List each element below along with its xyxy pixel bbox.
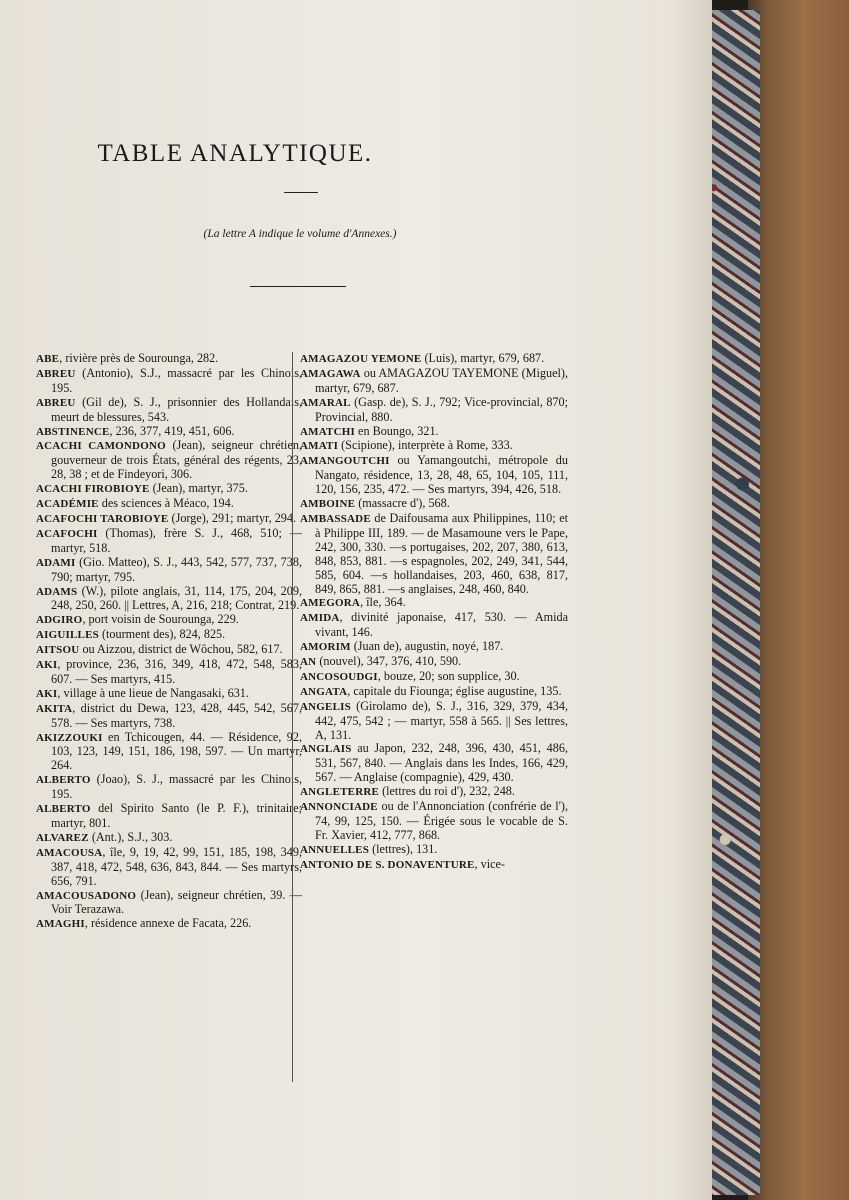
index-entry: [36, 439, 302, 482]
entry-heading: AMBASSADE: [300, 512, 371, 525]
entry-heading: ANGLETERRE: [300, 786, 380, 799]
index-entry: [300, 611, 568, 640]
entry-text: (tourment des), 824, 825.: [98, 627, 226, 642]
entry-text: (Girolamo de), S. J., 316, 329, 379, 434, 442, 475, 542 ; — martyr, 558 à 565. || Ses lettres, A, 131.: [315, 698, 568, 742]
index-entry: [300, 596, 568, 611]
entry-heading: AMATCHI: [300, 425, 355, 438]
entry-heading: ABSTINENCE: [36, 425, 110, 438]
entry-text: en Tchicougen, 44. — Résidence, 92, 103, 123, 149, 151, 186, 198, 597. — Un martyr, 264.: [51, 729, 302, 773]
entry-text: en Boungo, 321.: [354, 423, 439, 438]
entry-heading: AKITA: [36, 702, 73, 715]
entry-text: , île, 9, 19, 42, 99, 151, 185, 198, 349, 387, 418, 472, 548, 636, 843, 844. — Ses martyrs, 656, 791.: [51, 844, 302, 888]
entry-text: , village à une lieue de Nangasaki, 631.: [57, 685, 249, 700]
entry-text: , capitale du Fiounga; église augustine, 135.: [347, 683, 562, 698]
entry-heading: ALBERTO: [36, 803, 91, 816]
entry-text: (Antonio), S.J., massacré par les Chinois, 195.: [51, 365, 302, 395]
entry-text: (W.), pilote anglais, 31, 114, 175, 204, 209, 248, 250, 260. || Lettres, A, 216, 218; Contrat, 219.: [51, 583, 302, 613]
index-entry: [36, 396, 302, 425]
index-entry: [36, 367, 302, 396]
index-entry: [300, 512, 568, 596]
entry-heading: ALBERTO: [36, 774, 91, 787]
entry-text: (Jean), seigneur chrétien, 39. — Voir Terazawa.: [51, 887, 302, 917]
entry-heading: ADAMS: [36, 585, 78, 598]
entry-text: (Thomas), frère S. J., 468, 510; — martyr, 518.: [51, 525, 302, 555]
entry-text: (Jean), seigneur chrétien, gouverneur de trois États, général des régents, 23, 28, 38 ; et de Findeyori, 306.: [51, 438, 302, 482]
entry-text: ou de l'Annonciation (confrérie de l'), 74, 99, 125, 150. — Érigée sous le vocable de S. Fr. Xavier, 412, 777, 868.: [315, 799, 568, 842]
entry-heading: AMORIM: [300, 641, 351, 654]
index-column-right: [300, 352, 568, 873]
column-divider: [292, 352, 293, 1082]
index-entry: [36, 731, 302, 774]
entry-text: , district du Dewa, 123, 428, 445, 542, 567, 578. — Ses martyrs, 738.: [51, 700, 302, 730]
entry-heading: ACAFOCHI: [36, 527, 98, 540]
entry-text: , île, 364.: [360, 595, 406, 610]
entry-heading: ANNONCIADE: [300, 801, 378, 814]
entry-heading: AMBOINE: [300, 498, 356, 511]
index-entry: [36, 527, 302, 556]
entry-text: ou AMAGAZOU TAYEMONE (Miguel), martyr, 679, 687.: [315, 365, 568, 395]
index-entry: [300, 454, 568, 497]
entry-heading: AMANGOUTCHI: [300, 455, 390, 468]
index-entry: [36, 497, 302, 512]
index-entry: [300, 497, 568, 512]
entry-text: , rivière près de Sourounga, 282.: [59, 351, 219, 365]
entry-heading: ADGIRO: [36, 614, 83, 627]
entry-text: (massacre d'), 568.: [355, 496, 450, 511]
page-subtitle: (La lettre A indique le volume d'Annexes.): [203, 228, 397, 240]
entry-text: (Gio. Matteo), S. J., 443, 542, 577, 737, 738, 790; martyr, 795.: [51, 554, 302, 584]
index-entry: [36, 658, 302, 687]
index-entry: [36, 352, 302, 367]
index-entry: [36, 687, 302, 702]
entry-text: del Spirito Santo (le P. F.), trinitaire; martyr, 801.: [51, 801, 302, 830]
entry-heading: ANGLAIS: [300, 743, 352, 756]
index-entry: [300, 367, 568, 396]
entry-text: (Scipione), interprète à Rome, 333.: [338, 438, 513, 453]
index-entry: [36, 482, 302, 497]
entry-heading: AKI: [36, 659, 58, 672]
entry-heading: AMACOUSADONO: [36, 889, 137, 902]
entry-heading: AMAGAWA: [300, 367, 361, 380]
title-rule: [284, 192, 318, 193]
index-entry: [36, 889, 302, 918]
entry-text: des sciences à Méaco, 194.: [98, 496, 234, 511]
entry-heading: AMEGORA: [300, 597, 361, 610]
entry-text: (lettres), 131.: [369, 841, 438, 856]
entry-heading: AITSOU: [36, 644, 80, 657]
index-entry: [36, 585, 302, 614]
index-entry: [300, 742, 568, 785]
index-column-left: [36, 352, 302, 932]
index-entry: [36, 802, 302, 831]
index-entry: [300, 685, 568, 700]
index-entry: [36, 702, 302, 731]
entry-heading: ANCOSOUDGI: [300, 670, 378, 683]
index-entry: [300, 858, 568, 873]
index-entry: [300, 785, 568, 800]
entry-text: , résidence annexe de Facata, 226.: [84, 916, 252, 931]
entry-heading: ADAMI: [36, 556, 76, 569]
index-entry: [300, 396, 568, 425]
entry-text: (nouvel), 347, 376, 410, 590.: [316, 654, 462, 669]
entry-text: (Jorge), 291; martyr, 294.: [168, 510, 297, 525]
index-entry: [36, 831, 302, 846]
entry-heading: ANGELIS: [300, 700, 351, 713]
index-entry: [36, 613, 302, 628]
entry-heading: AMACOUSA: [36, 846, 103, 859]
entry-heading: AKIZZOUKI: [36, 731, 103, 744]
index-entry: [36, 628, 302, 643]
entry-text: (Gasp. de), S. J., 792; Vice-provincial, 870; Provincial, 880.: [315, 394, 568, 424]
index-entry: [300, 800, 568, 843]
entry-heading: ACACHI CAMONDONO: [36, 440, 166, 453]
entry-heading: AN: [300, 656, 317, 669]
index-entry: [300, 670, 568, 685]
entry-heading: ACADÉMIE: [36, 498, 99, 511]
bleed-through-text: [230, 95, 580, 105]
book-cover-edge: [748, 0, 849, 1200]
entry-heading: ABREU: [36, 396, 76, 409]
entry-text: , port voisin de Sourounga, 229.: [82, 612, 239, 627]
entry-heading: AMAGHI: [36, 918, 85, 931]
entry-text: (Jean), martyr, 375.: [149, 481, 248, 496]
entry-text: , divinité japonaise, 417, 530. — Amida vivant, 146.: [315, 610, 568, 640]
index-entry: [300, 640, 568, 655]
entry-text: de Daifousama aux Philippines, 110; et à Philippe III, 189. — de Masamoune vers le Pape, 242, 300, 330. —s portugaises, 202, 207, 380, 613, 848, 853, 881. —s espagnoles, 202, 249, 341, 544, 585, 604. —s hollandaises, 203, 460, 638, 817, 849, 865, 881. —s anglaises, 248, 460, 840.: [315, 510, 568, 596]
index-entry: [36, 425, 302, 440]
index-entry: [36, 773, 302, 802]
entry-text: au Japon, 232, 248, 396, 430, 451, 486, 531, 567, 840. — Anglais dans les Indes, 166, 429, 567. — Anglaise (compagnie), 429, 430.: [315, 741, 568, 785]
index-entry: [36, 846, 302, 889]
entry-text: , province, 236, 316, 349, 418, 472, 548, 583, 607. — Ses martyrs, 415.: [51, 657, 302, 686]
entry-text: ou Aizzou, district de Wôchou, 582, 617.: [79, 642, 283, 657]
entry-text: (Ant.), S.J., 303.: [88, 829, 173, 844]
entry-heading: ANGATA: [300, 685, 348, 698]
entry-text: (Gil de), S. J., prisonnier des Hollandais, meurt de blessures, 543.: [51, 394, 302, 424]
entry-heading: ALVAREZ: [36, 831, 89, 844]
entry-text: (Luis), martyr, 679, 687.: [421, 351, 545, 365]
entry-heading: AKI: [36, 687, 58, 700]
entry-heading: ABE: [36, 353, 60, 365]
entry-heading: ACACHI FIROBIOYE: [36, 483, 150, 496]
index-entry: [300, 425, 568, 440]
entry-heading: AMAGAZOU YEMONE: [300, 353, 422, 365]
entry-heading: AMIDA: [300, 612, 340, 625]
entry-text: (Juan de), augustin, noyé, 187.: [350, 639, 504, 654]
entry-heading: ANNUELLES: [300, 843, 370, 856]
index-entry: [36, 643, 302, 658]
entry-text: (lettres du roi d'), 232, 248.: [379, 784, 515, 799]
index-entry: [300, 700, 568, 743]
index-entry: [36, 556, 302, 585]
entry-text: , bouze, 20; son supplice, 30.: [377, 668, 520, 683]
page-title: TABLE ANALYTIQUE.: [97, 140, 373, 167]
index-entry: [300, 655, 568, 670]
entry-text: , vice-: [474, 856, 505, 871]
index-entry: [36, 917, 302, 932]
index-entry: [300, 843, 568, 858]
entry-heading: AMATI: [300, 440, 339, 453]
index-entry: [300, 352, 568, 367]
entry-heading: ACAFOCHI TAROBIOYE: [36, 512, 169, 525]
index-entry: [36, 512, 302, 527]
entry-text: ou Yamangoutchi, métropole du Nangato, résidence, 13, 28, 48, 65, 104, 105, 111, 120, 156, 235, 472. — Ses martyrs, 394, 426, 518.: [315, 453, 568, 497]
entry-heading: AMARAL: [300, 396, 351, 409]
index-entry: [300, 439, 568, 454]
entry-text: (Joao), S. J., massacré par les Chinois, 195.: [51, 772, 302, 802]
entry-heading: AIGUILLES: [36, 629, 99, 642]
entry-heading: ABREU: [36, 367, 76, 380]
section-rule: [250, 286, 346, 287]
entry-text: , 236, 377, 419, 451, 606.: [109, 423, 235, 438]
entry-heading: ANTONIO DE S. DONAVENTURE: [300, 858, 475, 871]
